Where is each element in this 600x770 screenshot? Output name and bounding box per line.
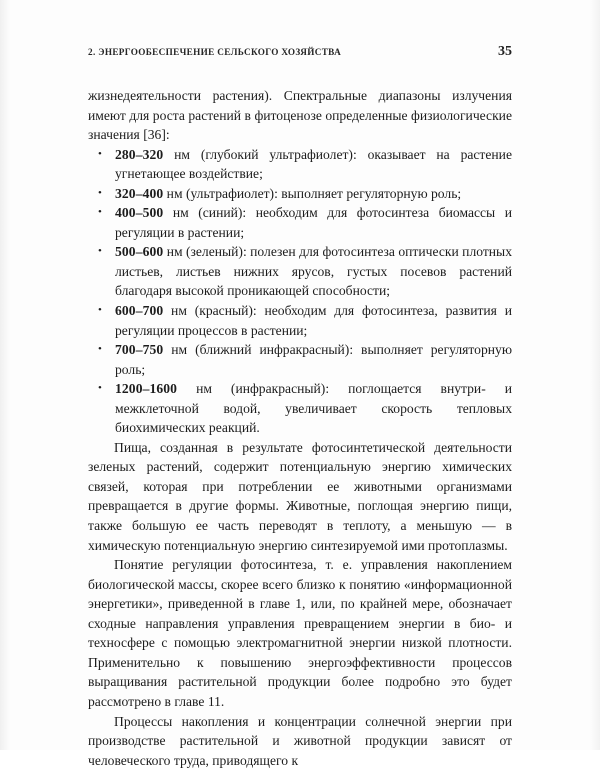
paragraph-food-energy: Пища, созданная в результате фотосинтетической деятельности зеленых растений, содержит потенциальную энергию химических связей, которая при потреблении ее животными организмами превращается в другие формы. Животные, поглощая энергию пищи, также большую ее часть переводят в теплоту, а меньшую — в химическую потенциальную энергию синтезируемой ими протоплазмы.	[88, 438, 512, 555]
paragraph-solar-accumulation: Процессы накопления и концентрации солнечной энергии при производстве растительной и животной продукции зависят от человеческого труда, приводящего к	[88, 712, 512, 770]
paragraph-photosynthesis-regulation: Понятие регуляции фотосинтеза, т. е. управления накоплением биологической массы, скорее всего близко к понятию «информационной энергетики», приведенной в главе 1, или, по крайней мере, обозначает сходные направления управления превращением энергии в био- и техносфере с помощью электромагнитной энергии низкой плотности. Применительно к повышению энергоэффективности процессов выращивания растительной продукции более подробно это будет рассмотрено в главе 11.	[88, 555, 512, 711]
paragraph-opening: жизнедеятельности растения). Спектральные диапазоны излучения имеют для роста растений в фитоценозе определенные физиологические значения [36]:	[88, 86, 512, 145]
list-item	[88, 184, 512, 204]
band-description: нм (глубокий ультрафиолет): оказывает на растение угнетающее воздействие;	[115, 147, 512, 182]
list-item	[88, 379, 512, 438]
running-head	[88, 44, 512, 60]
wavelength-band: 500–600	[115, 244, 163, 259]
list-item	[88, 301, 512, 340]
wavelength-band: 1200–1600	[115, 381, 177, 396]
band-description: нм (ближний инфракрасный): выполняет регуляторную роль;	[115, 342, 512, 377]
page-edge-right-shadow	[590, 0, 600, 750]
main-text-column	[88, 86, 512, 770]
band-description: нм (синий): необходим для фотосинтеза биомассы и регуляции в растении;	[115, 205, 512, 240]
list-item	[88, 242, 512, 301]
band-description: нм (инфракрасный): поглощается внутри- и межклеточной водой, увеличивает скорость тепловых биохимических реакций.	[115, 381, 512, 435]
wavelength-band: 600–700	[115, 303, 163, 318]
page-edge-left-shadow	[0, 0, 10, 750]
list-item	[88, 203, 512, 242]
band-description: нм (ультрафиолет): выполняет регуляторную роль;	[163, 186, 461, 201]
list-item	[88, 145, 512, 184]
list-item	[88, 340, 512, 379]
wavelength-band: 320–400	[115, 186, 163, 201]
page-number: 35	[498, 44, 512, 60]
band-description: нм (красный): необходим для фотосинтеза, развития и регуляции процессов в растении;	[115, 303, 512, 338]
running-head-title: 2. ЭНЕРГООБЕСПЕЧЕНИЕ СЕЛЬСКОГО ХОЗЯЙСТВА	[88, 47, 341, 57]
spectral-range-list	[88, 145, 512, 438]
band-description: нм (зеленый): полезен для фотосинтеза оптически плотных листьев, листьев нижних ярусов, густых посевов растений благодаря высокой проникающей способности;	[115, 244, 512, 298]
wavelength-band: 280–320	[115, 147, 163, 162]
wavelength-band: 700–750	[115, 342, 163, 357]
wavelength-band: 400–500	[115, 205, 163, 220]
